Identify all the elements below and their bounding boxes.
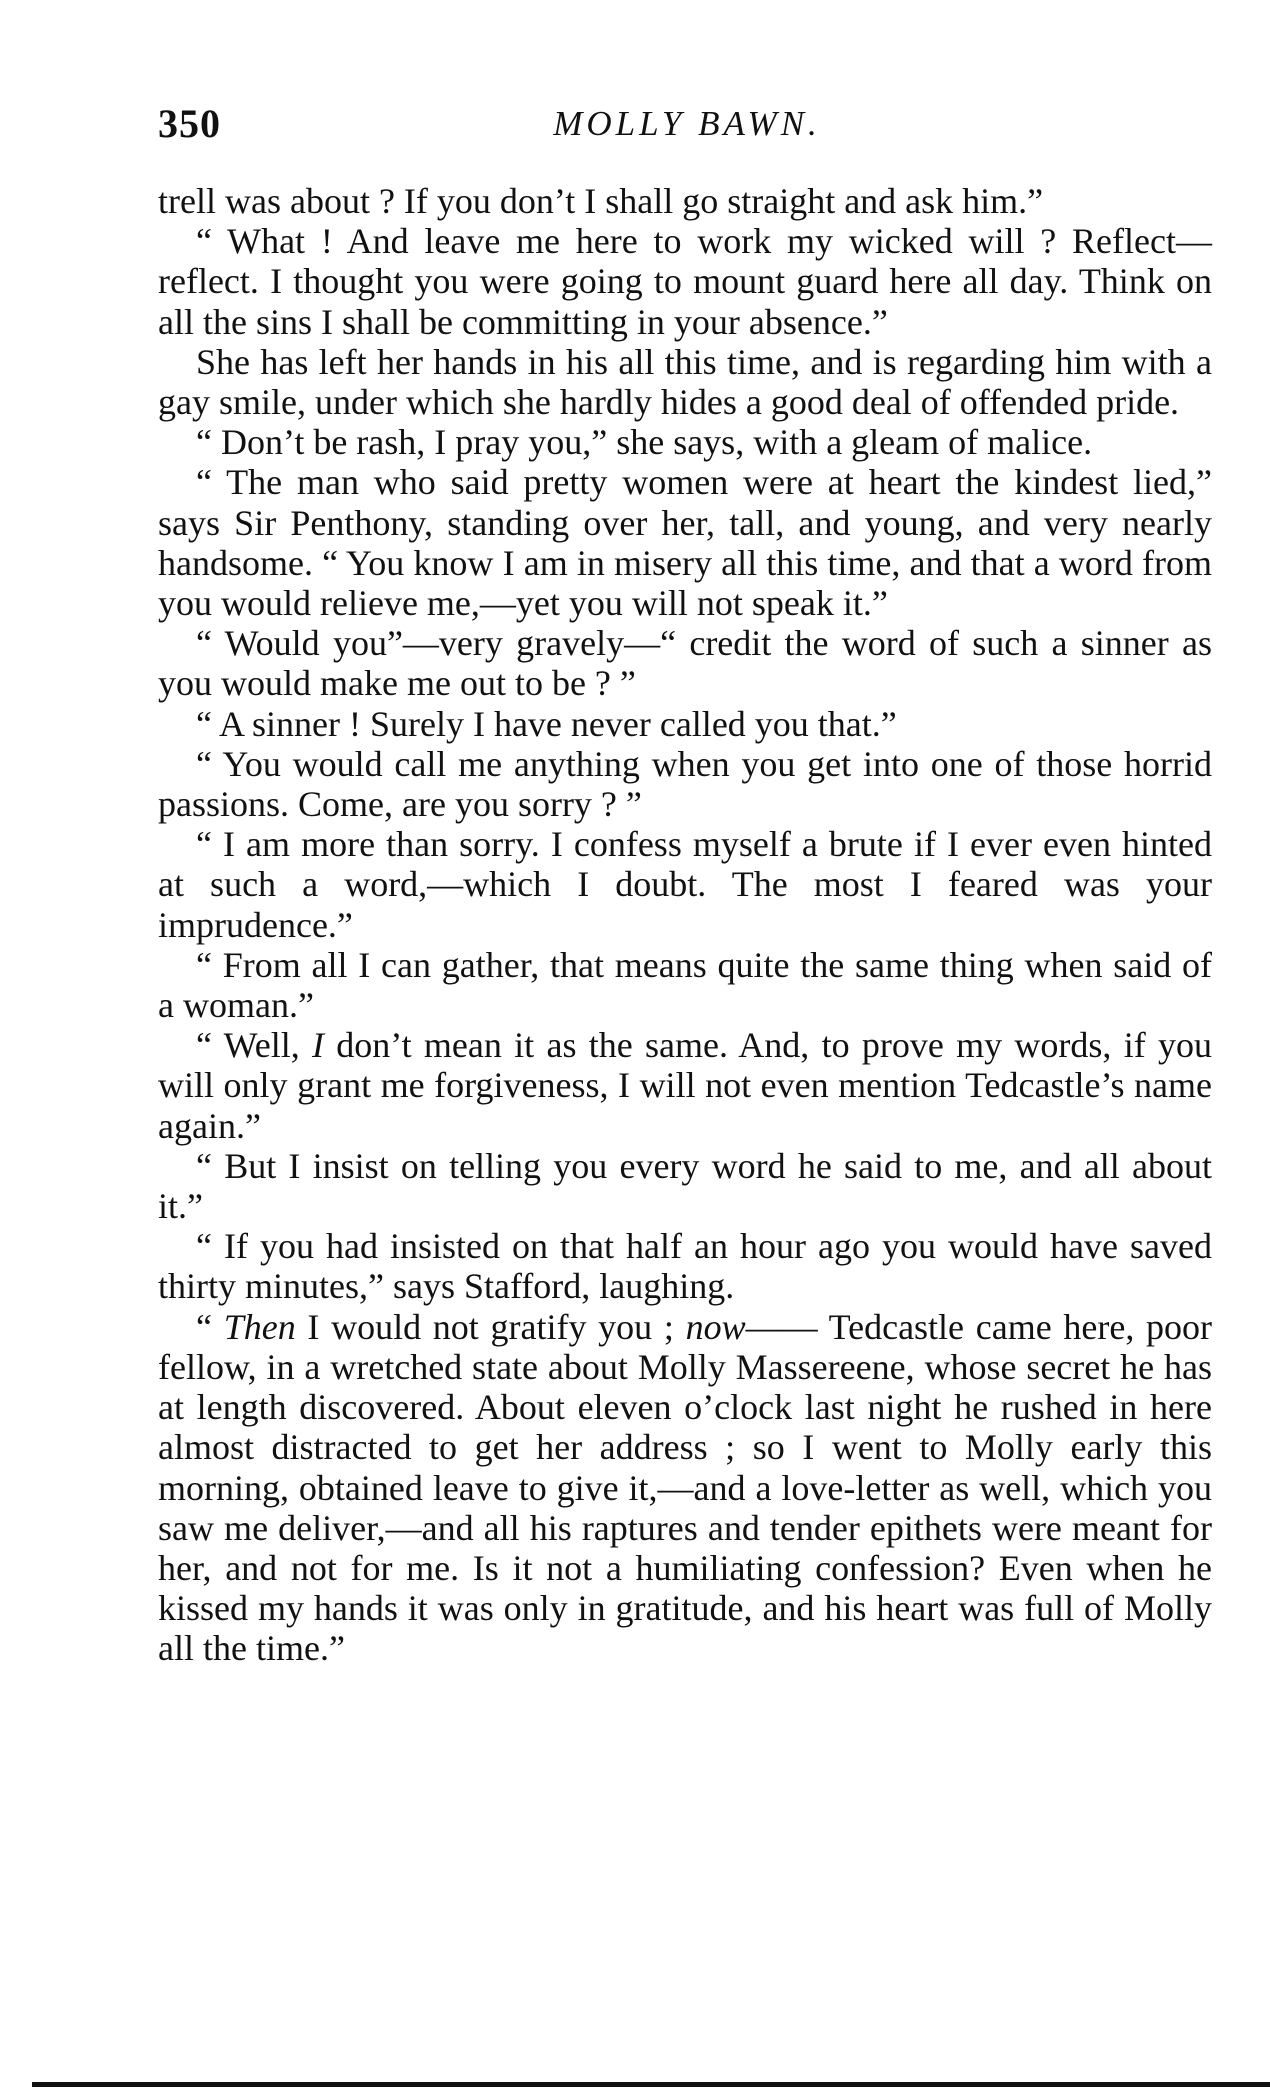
paragraph-14: [158, 1307, 1212, 1669]
paragraph-7: “ A sinner ! Surely I have never called you that.”: [196, 703, 897, 744]
bottom-rule: [32, 2082, 1270, 2087]
paragraph-9: “ I am more than sorry. I confess myself a brute if I ever even hinted at such a word,—which I doubt. The most I feared was your imprudence.”: [158, 824, 1212, 945]
paragraph-14-part-a: “: [196, 1306, 224, 1347]
page-number: 350: [158, 101, 221, 146]
paragraph-10: “ From all I can gather, that means quite the same thing when said of a woman.”: [158, 944, 1212, 1026]
paragraph-5: “ The man who said pretty women were at heart the kindest lied,” says Sir Penthony, standing over her, tall, and young, and very nearly handsome. “ You know I am in misery all this time, and that a word from you would relieve me,—yet you will not speak it.”: [158, 462, 1212, 624]
paragraph-6: “ Would you”—very gravely—“ credit the word of such a sinner as you would make me out to be ? ”: [158, 623, 1212, 704]
paragraph-11: [158, 1025, 1212, 1146]
paragraph-4: “ Don’t be rash, I pray you,” she says, with a gleam of malice.: [196, 422, 1093, 463]
running-title: MOLLY BAWN.: [553, 104, 821, 143]
paragraph-14-italic-now: now: [685, 1306, 746, 1347]
paragraph-13: “ If you had insisted on that half an hour ago you would have saved thirty minutes,” says Stafford, laughing.: [158, 1226, 1212, 1307]
paragraph-14-part-e: —— Tedcastle came here, poor fellow, in a wretched state about Molly Massereene, whose secret he has at length discovered. About eleven o’clock last night he rushed in here almost distracted to get her address ; so I went to Molly early this morning, obtained leave to give it,—and a love-letter as well, which you saw me deliver,—and all his raptures and tender epithets were meant for her, and not for me. Is it not a humiliating confession? Even when he kissed my hands it was only in gratitude, and his heart was full of Molly all the time.”: [158, 1306, 1213, 1669]
paragraph-11-part-c: don’t mean it as the same. And, to prove my words, if you will only grant me forgiveness, I will not even mention Tedcastle’s name again.”: [158, 1025, 1213, 1146]
paragraph-3: She has left her hands in his all this time, and is regarding him with a gay smile, under which she hardly hides a good deal of offended pride.: [158, 341, 1212, 423]
paragraph-14-part-c: I would not gratify you ;: [295, 1306, 686, 1347]
paragraph-8: “ You would call me anything when you get into one of those horrid passions. Come, are you sorry ? ”: [158, 743, 1212, 825]
page-header: [158, 100, 1216, 150]
paragraph-11-part-a: “ Well,: [196, 1025, 312, 1066]
paragraph-2: “ What ! And leave me here to work my wicked will ? Reflect—reflect. I thought you were going to mount guard here all day. Think on all the sins I shall be committing in your absence.”: [158, 221, 1212, 342]
paragraph-14-italic-then: Then: [223, 1306, 296, 1347]
paragraph-12: “ But I insist on telling you every word he said to me, and all about it.”: [158, 1145, 1212, 1227]
paragraph-11-italic: I: [312, 1025, 324, 1066]
paragraph-1: trell was about ? If you don’t I shall go straight and ask him.”: [158, 181, 1044, 221]
body-text: [158, 181, 1212, 1669]
